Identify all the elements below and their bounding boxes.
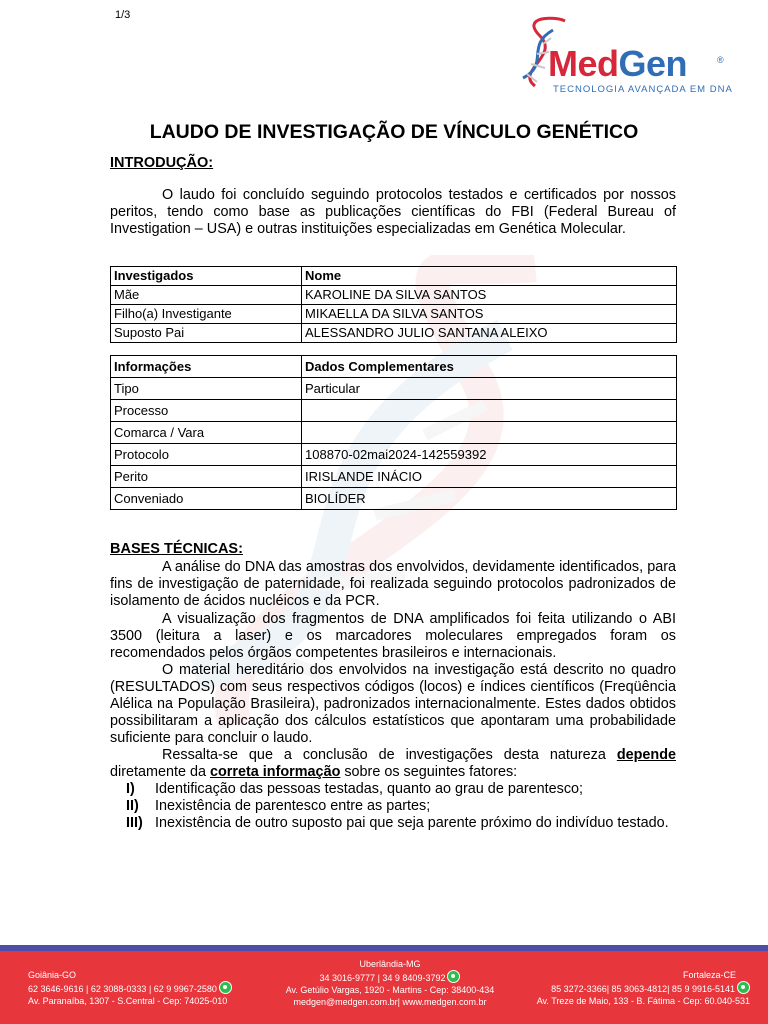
value-cell: 108870-02mai2024-142559392 — [302, 444, 677, 466]
value-cell: IRISLANDE INÁCIO — [302, 466, 677, 488]
page-number: 1/3 — [115, 9, 131, 21]
footer-contact[interactable]: medgen@medgen.com.br| www.medgen.com.br — [293, 997, 487, 1007]
list-item — [110, 781, 676, 798]
list-item-text: Inexistência de outro suposto pai que seja parente próximo do indivíduo testado. — [155, 815, 669, 831]
table-header-row — [111, 267, 677, 286]
label-cell: Tipo — [111, 378, 302, 400]
footer-phones: 34 3016-9777 | 34 9 8409-3792 — [270, 970, 510, 984]
table-header-row — [111, 356, 677, 378]
value-cell — [302, 400, 677, 422]
intro-paragraph: O laudo foi concluído seguindo protocolos testados e certificados por nossos peritos, tendo como base as publicações científicas do FBI (Federal Bureau of Investigation – USA) e outras instituições especializadas em Genética Molecular. — [110, 187, 676, 237]
whatsapp-icon — [737, 981, 750, 994]
whatsapp-icon — [219, 981, 232, 994]
role-cell: Suposto Pai — [111, 324, 302, 343]
value-cell: BIOLÍDER — [302, 488, 677, 510]
header-cell: Dados Complementares — [302, 356, 677, 378]
list-item-number: III) — [126, 815, 143, 831]
list-item-text: Identificação das pessoas testadas, quanto ao grau de parentesco; — [155, 781, 584, 797]
label-cell: Perito — [111, 466, 302, 488]
header-cell: Nome — [302, 267, 677, 286]
header-cell: Investigados — [111, 267, 302, 286]
table-row — [111, 444, 677, 466]
p4-text-start: Ressalta-se que a conclusão de investigações desta natureza — [162, 747, 617, 763]
table-row — [111, 286, 677, 305]
value-cell — [302, 422, 677, 444]
footer-uberlandia — [270, 958, 510, 1008]
logo-med: Med — [548, 43, 619, 84]
role-cell: Filho(a) Investigante — [111, 305, 302, 324]
footer-phones: 62 3646-9616 | 62 3088-0333 | 62 9 9967-2580 — [28, 981, 232, 995]
logo-registered-mark: ® — [717, 55, 724, 65]
footer-address: Av. Treze de Maio, 133 - B. Fátima - Cep: 60.040-531 — [536, 996, 750, 1006]
logo-gen: Gen — [618, 43, 688, 84]
bases-paragraph-2: A visualização dos fragmentos de DNA amplificados foi feita utilizando o ABI 3500 (leitura a laser) e os marcadores moleculares empregados foram os recomendados pelos órgãos competentes brasileiros e internacionais. — [110, 611, 676, 661]
bases-paragraph-1: A análise do DNA das amostras dos envolvidos, devidamente identificados, para fins de investigação de paternidade, foi realizada seguindo protocolos padronizados de isolamento de ácidos nucléicos e da PCR. — [110, 559, 676, 609]
table-row — [111, 488, 677, 510]
footer-city: Goiânia-GO — [28, 970, 77, 980]
p4-emphasis-depende: depende — [616, 747, 676, 763]
logo-wordmark — [548, 43, 688, 84]
footer-goiania — [28, 969, 232, 1007]
footer-band — [0, 945, 768, 951]
footer-address: Av. Getúlio Vargas, 1920 - Martins - Cep: 38400-434 — [285, 985, 495, 995]
table-row — [111, 400, 677, 422]
list-item — [110, 798, 676, 815]
header-cell: Informações — [111, 356, 302, 378]
footer-fortaleza — [500, 969, 750, 1007]
table-row — [111, 305, 677, 324]
label-cell: Processo — [111, 400, 302, 422]
footer-address: Av. Paranaíba, 1307 - S.Central - Cep: 74025-010 — [28, 996, 228, 1006]
p4-text-mid: diretamente da — [110, 764, 210, 780]
logo-tagline: TECNOLOGIA AVANÇADA EM DNA — [553, 84, 733, 95]
list-item — [110, 815, 676, 832]
factors-list — [110, 781, 676, 832]
table-row — [111, 378, 677, 400]
list-item-number: II) — [126, 798, 139, 814]
footer-phones: 85 3272-3366| 85 3063-4812| 85 9 9916-5141 — [500, 981, 750, 995]
whatsapp-icon — [447, 970, 460, 983]
label-cell: Protocolo — [111, 444, 302, 466]
name-cell: MIKAELLA DA SILVA SANTOS — [302, 305, 677, 324]
role-cell: Mãe — [111, 286, 302, 305]
bases-paragraph-3: O material hereditário dos envolvidos na investigação está descrito no quadro (RESULTADOS) com seus respectivos códigos (locos) e índices científicos (Freqüência Alélica na População Brasileira), padronizados internacionalmente. Estes dados obtidos possibilitaram a aplicação dos cálculos estatísticos que apontaram uma probabilidade suficiente para concluir o laudo. — [110, 662, 676, 746]
bases-heading: BASES TÉCNICAS: — [110, 541, 243, 557]
label-cell: Comarca / Vara — [111, 422, 302, 444]
list-item-text: Inexistência de parentesco entre as partes; — [155, 798, 431, 814]
name-cell: KAROLINE DA SILVA SANTOS — [302, 286, 677, 305]
label-cell: Conveniado — [111, 488, 302, 510]
table-row — [111, 324, 677, 343]
footer-city: Fortaleza-CE — [682, 970, 736, 980]
table-row — [111, 466, 677, 488]
table-row — [111, 422, 677, 444]
footer-city: Uberlândia-MG — [359, 959, 421, 969]
intro-heading: INTRODUÇÃO: — [110, 155, 214, 171]
value-cell: Particular — [302, 378, 677, 400]
name-cell: ALESSANDRO JULIO SANTANA ALEIXO — [302, 324, 677, 343]
p4-emphasis-correta-informacao: correta informação — [210, 764, 341, 780]
list-item-number: I) — [126, 781, 135, 797]
p4-text-end: sobre os seguintes fatores: — [340, 764, 518, 780]
investigated-table — [110, 266, 677, 343]
info-table — [110, 355, 677, 510]
bases-paragraph-4 — [110, 747, 676, 781]
footer — [0, 945, 768, 1024]
document-title: LAUDO DE INVESTIGAÇÃO DE VÍNCULO GENÉTICO — [149, 121, 639, 143]
